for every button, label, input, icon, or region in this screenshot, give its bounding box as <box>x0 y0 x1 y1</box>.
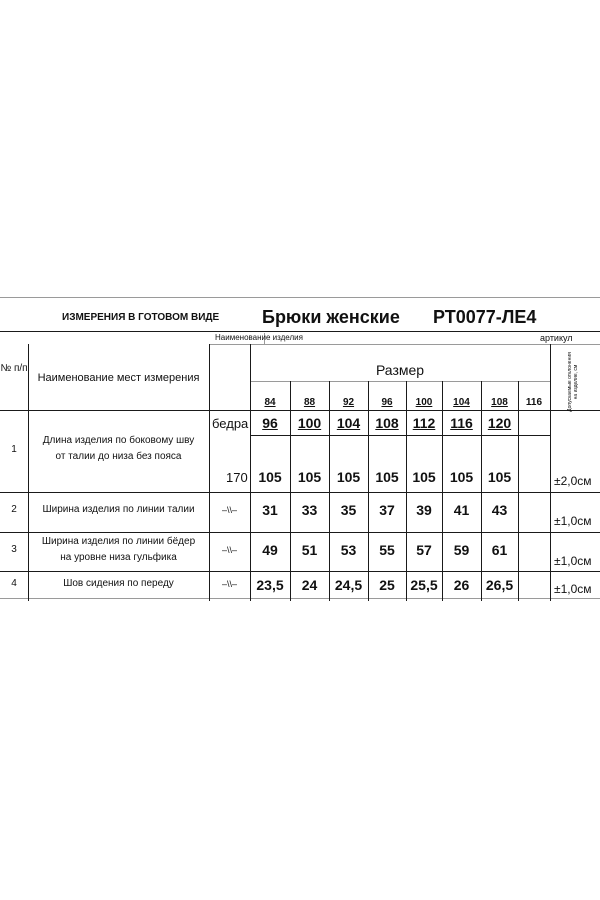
measurement-value: 105 <box>297 469 322 485</box>
hips-value: 112 <box>412 415 436 431</box>
measurement-name: Длина изделия по боковому шву <box>42 435 195 446</box>
measurement-name: Ширина изделия по линии бёдер <box>41 536 196 547</box>
tolerance-value: ±1,0см <box>554 514 592 528</box>
measurement-value: 23,5 <box>256 577 284 593</box>
hips-value: 100 <box>297 415 322 431</box>
measurement-value: 61 <box>491 542 508 558</box>
hips-value: 96 <box>262 415 278 431</box>
article-code: РТ0077-ЛЕ4 <box>433 307 537 327</box>
size-label: 108 <box>491 397 508 408</box>
row-number: 4 <box>11 578 17 589</box>
measurement-value: 24 <box>301 577 318 593</box>
row-number: 1 <box>11 444 17 455</box>
measurement-sheet <box>0 297 600 601</box>
size-group-header: Размер <box>375 362 425 378</box>
ditto-mark: –\\– <box>221 505 237 515</box>
measurement-value: 105 <box>412 469 436 485</box>
measurement-value: 55 <box>379 542 395 558</box>
measurement-value: 105 <box>487 469 512 485</box>
measurement-name: Шов сидения по переду <box>63 578 174 589</box>
size-label: 84 <box>264 397 276 408</box>
measurement-value: 31 <box>262 502 278 518</box>
measurement-value: 25,5 <box>410 577 438 593</box>
hips-label: бедра <box>212 416 249 431</box>
measurement-value: 26,5 <box>485 577 514 593</box>
size-label: 104 <box>453 397 470 408</box>
tolerance-value: ±1,0см <box>554 582 592 596</box>
measurement-value: 105 <box>258 469 282 485</box>
hips-value: 108 <box>375 415 399 431</box>
measurement-value: 105 <box>449 469 474 485</box>
measurement-value: 25 <box>379 577 395 593</box>
measurement-value: 57 <box>416 542 432 558</box>
tolerance-value: ±2,0см <box>554 474 592 488</box>
height-label: 170 <box>226 470 248 485</box>
measurement-place-header: Наименование мест измерения <box>37 372 200 384</box>
size-label: 116 <box>525 397 543 408</box>
measurement-value: 43 <box>491 502 508 518</box>
measurement-name-line2: на уровне низа гульфика <box>60 552 177 563</box>
measurement-value: 26 <box>453 577 470 593</box>
size-label: 88 <box>303 397 316 408</box>
row-number: 2 <box>11 504 17 515</box>
measurement-value: 33 <box>301 502 318 518</box>
measurement-value: 51 <box>301 542 318 558</box>
product-name: Брюки женские <box>262 307 400 327</box>
measurement-value: 41 <box>453 502 470 518</box>
tolerance-header: Допускаемые отклонения на изделие, см <box>567 352 579 412</box>
measurement-value: 35 <box>340 502 357 518</box>
ditto-mark: –\\– <box>221 579 237 589</box>
measurement-name: Ширина изделия по линии талии <box>42 504 195 515</box>
measurement-value: 49 <box>262 542 278 558</box>
measurement-value: 24,5 <box>334 577 363 593</box>
hips-value: 116 <box>450 415 473 431</box>
ditto-mark: –\\– <box>221 545 237 555</box>
size-label: 96 <box>381 397 393 408</box>
measurement-value: 59 <box>453 542 470 558</box>
measurement-value: 37 <box>379 502 395 518</box>
number-column-header: № п/п <box>0 363 28 374</box>
size-label: 92 <box>342 397 355 408</box>
hips-value: 120 <box>487 415 512 431</box>
measurement-value: 39 <box>416 502 432 518</box>
hips-value: 104 <box>336 415 361 431</box>
product-name-caption: Наименование изделия <box>215 333 303 342</box>
measurement-value: 105 <box>336 469 361 485</box>
row-number: 3 <box>11 544 17 555</box>
article-caption: артикул <box>540 333 573 343</box>
measurement-value: 53 <box>340 542 357 558</box>
size-label: 100 <box>415 397 433 408</box>
measurement-value: 105 <box>375 469 399 485</box>
section-title: ИЗМЕРЕНИЯ В ГОТОВОМ ВИДЕ <box>62 312 220 323</box>
tolerance-value: ±1,0см <box>554 554 592 568</box>
measurement-name-line2: от талии до низа без пояса <box>55 451 182 462</box>
